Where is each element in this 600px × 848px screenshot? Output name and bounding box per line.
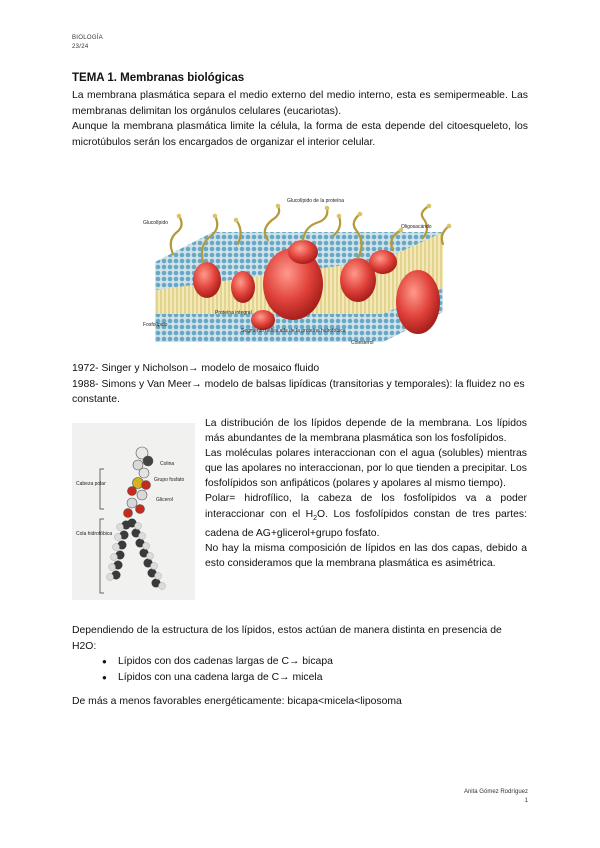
footer-author: Anita Gómez Rodríguez (463, 789, 528, 795)
lipids-paragraph-1: La distribución de los lípidos depende de la membrana. Los lípidos más abundantes de la membrana plasmática son los fosfolípidos. (205, 418, 527, 445)
timeline-section (72, 361, 532, 408)
intro-paragraph-1: La membrana plasmática separa el medio externo del medio interno, esta es semipermeable. Las membranas delimitan los orgánulos celulares (eucariotas). (72, 90, 528, 117)
timeline-1988: 1988- Simons y Van Meer→ modelo de balsas lipídicas (transitorias y temporales): la fluidez no es constante. (72, 378, 525, 406)
phospholipid-figure (72, 423, 195, 600)
header-year: 23/24 (72, 44, 89, 50)
energy-order: De más a menos favorables energéticamente: bicapa<micela<liposoma (72, 696, 402, 707)
fig1-label-glycolipid: Glucolípido (143, 220, 169, 226)
fig2-label-tail: Cola hidrofóbica (76, 531, 113, 537)
lipids-paragraph-3a: Polar= hidrofílico, la cabeza de los fosfolípidos va a poder interaccionar con el H (205, 493, 527, 520)
lipids-paragraph-3 (205, 491, 527, 540)
fig1-label-helix: Segmento hélice alfa de la proteína hidrofóbica (241, 328, 346, 334)
fig2-label-glycerol: Glicerol (156, 497, 173, 503)
behaviour-list (72, 654, 528, 685)
lipids-section (205, 416, 527, 571)
lipids-paragraph-2: Las moléculas polares interaccionan con el agua (solubles) mientras que las apolares no interaccionan, por lo que tienden a precipitar. Los fosfolípidos son anfipáticos (polares y apolares al mismo tiempo). (205, 448, 527, 490)
fig2-label-phosphate: Grupo fosfato (154, 477, 185, 483)
fig1-label-top: Glucolípido de la proteína (287, 198, 344, 204)
page-header (72, 34, 103, 52)
fig1-label-oligosaccharide: Oligosacárido (401, 224, 432, 230)
timeline-1972: 1972- Singer y Nicholson→ modelo de mosaico fluido (72, 363, 320, 374)
behaviour-section (72, 623, 528, 685)
fig1-label-phospholipid: Fosfolípido (143, 322, 168, 328)
lipids-paragraph-3b: O. Los fosfolípidos constan de tres partes: cadena de AG+glicerol+grupo fosfato. (205, 508, 527, 539)
page-number: 1 (524, 798, 528, 804)
lipids-paragraph-4: No hay la misma composición de lípidos en las dos capas, debido a esto consideramos que la membrana plasmática es asimétrica. (205, 542, 527, 569)
membrane-illustration (143, 192, 456, 355)
h2o-subscript: 2 (313, 514, 318, 522)
phospholipid-illustration (72, 423, 195, 600)
intro-paragraph-2: Aunque la membrana plasmática limite la célula, la forma de esta depende del citoesqueleto, los microtúbulos serán los encargados de organizar el interior celular. (72, 121, 528, 148)
header-subject: BIOLOGÍA (72, 35, 104, 41)
page-footer (464, 788, 528, 806)
fig1-label-integral-protein: Proteína integral (215, 310, 252, 316)
fig2-label-head: Cabeza polar (76, 481, 106, 487)
page-title: TEMA 1. Membranas biológicas (72, 72, 245, 84)
intro-section (72, 88, 528, 150)
fig1-label-cholesterol: Colesterol (351, 340, 374, 346)
list-item: ● Lípidos con dos cadenas largas de C→ bicapa (106, 654, 528, 670)
behaviour-intro: Dependiendo de la estructura de los lípidos, estos actúan de manera distinta en presencia de H2O: (72, 625, 502, 652)
list-item: ● Lípidos con una cadena larga de C→ micela (106, 670, 528, 686)
membrane-figure (143, 192, 456, 355)
fig2-label-choline: Colina (160, 461, 175, 467)
